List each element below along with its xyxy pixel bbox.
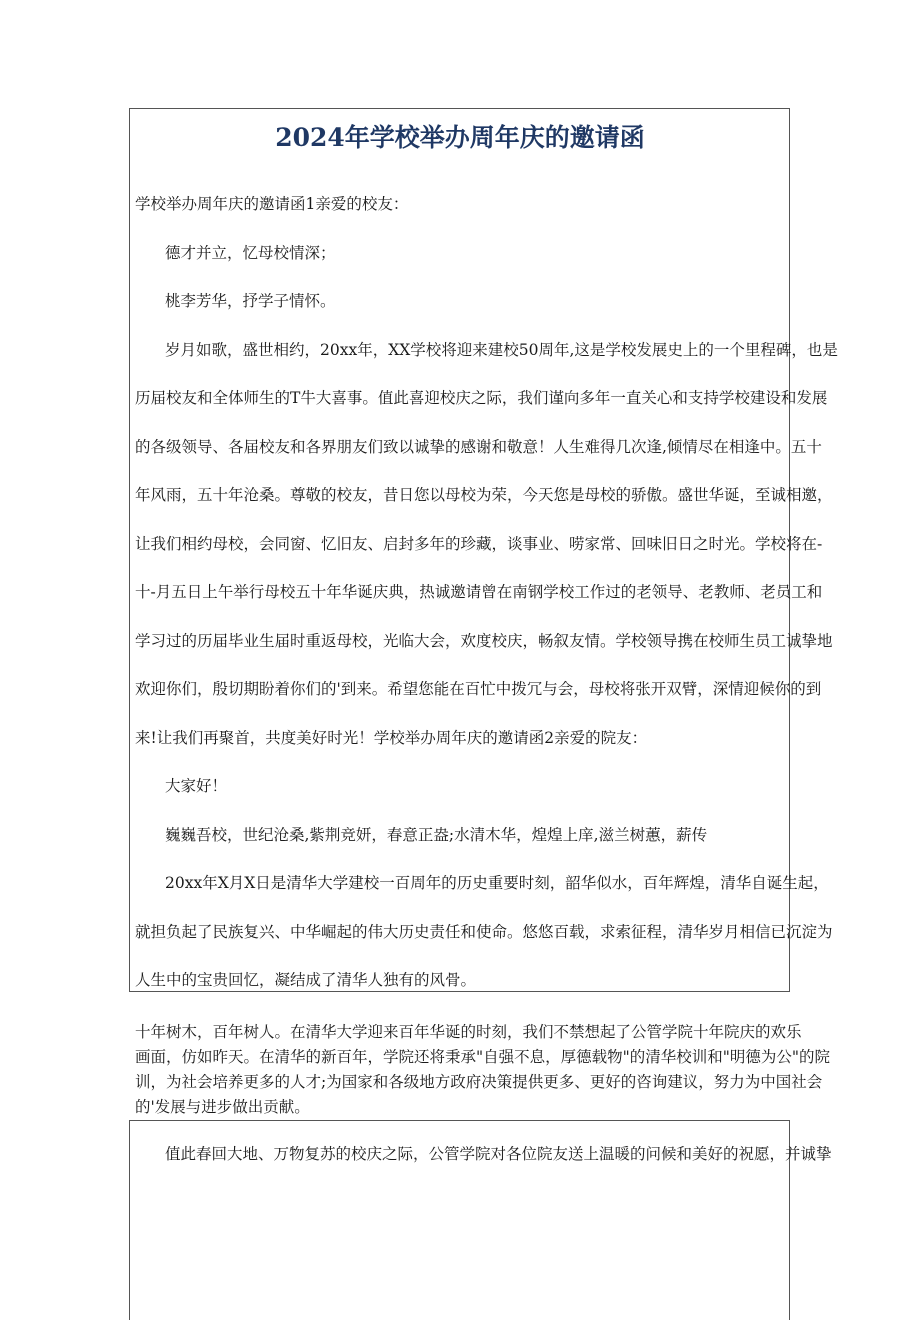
text-line: 的'发展与进步做出贡献。 [135,1098,310,1116]
text-line: 德才并立，忆母校情深； [165,244,336,262]
text-line: 欢迎你们，殷切期盼着你们的'到来。希望您能在百忙中拨冗与会，母校将张开双臂，深情迎候你的到 [135,680,822,698]
text-line: 学校举办周年庆的邀请函1亲爱的校友： [135,195,409,213]
text-line: 学习过的历届毕业生届时重返母校，光临大会，欢度校庆，畅叙友情。学校领导携在校师生员工诚挚地 [135,632,833,650]
page-title: 2024年学校举办周年庆的邀请函 [275,123,645,152]
text-line: 桃李芳华，抒学子情怀。 [165,292,336,310]
text-line: 画面，仿如昨天。在清华的新百年，学院还将秉承"自强不息，厚德载物"的清华校训和"明德为公"的院 [135,1048,831,1066]
text-line: 岁月如歌，盛世相约，20xx年，XX学校将迎来建校50周年,这是学校发展史上的一个里程碑，也是 [165,341,838,359]
text-line: 十年树木，百年树人。在清华大学迎来百年华诞的时刻，我们不禁想起了公管学院十年院庆的欢乐 [135,1023,802,1041]
text-line: 就担负起了民族复兴、中华崛起的伟大历史责任和使命。悠悠百载，求索征程，清华岁月相信已沉淀为 [135,923,833,941]
text-line: 巍巍吾校，世纪沧桑,紫荆竞妍，春意正盎;水清木华，煌煌上庠,滋兰树蕙，薪传 [165,826,708,844]
text-line: 人生中的宝贵回忆，凝结成了清华人独有的风骨。 [135,971,477,989]
text-line: 大家好！ [165,777,228,795]
text-line: 的各级领导、各届校友和各界朋友们致以诚挚的感谢和敬意！人生难得几次逢,倾情尽在相逢中。五十 [135,438,822,456]
text-line: 20xx年X月X日是清华大学建校一百周年的历史重要时刻，韶华似水，百年辉煌，清华自诞生起， [165,874,829,892]
text-line: 训，为社会培养更多的人才;为国家和各级地方政府决策提供更多、更好的咨询建议，努力为中国社会 [135,1073,823,1091]
text-line: 来!让我们再聚首，共度美好时光！学校举办周年庆的邀请函2亲爱的院友： [135,729,648,747]
text-line: 让我们相约母校，会同窗、忆旧友、启封多年的珍藏，谈事业、唠家常、回味旧日之时光。学校将在- [135,535,823,553]
text-line: 历届校友和全体师生的T牛大喜事。值此喜迎校庆之际，我们谨向多年一直关心和支持学校建设和发展 [135,389,828,407]
text-line: 年风雨，五十年沧桑。尊敬的校友，昔日您以母校为荣，今天您是母校的骄傲。盛世华诞，至诚相邀， [135,486,833,504]
text-line: 十-月五日上午举行母校五十年华诞庆典，热诚邀请曾在南钢学校工作过的老领导、老教师、老员工和 [135,583,823,601]
text-line: 值此春回大地、万物复苏的校庆之际，公管学院对各位院友送上温暖的问候和美好的祝愿，并诚挚 [165,1145,832,1163]
